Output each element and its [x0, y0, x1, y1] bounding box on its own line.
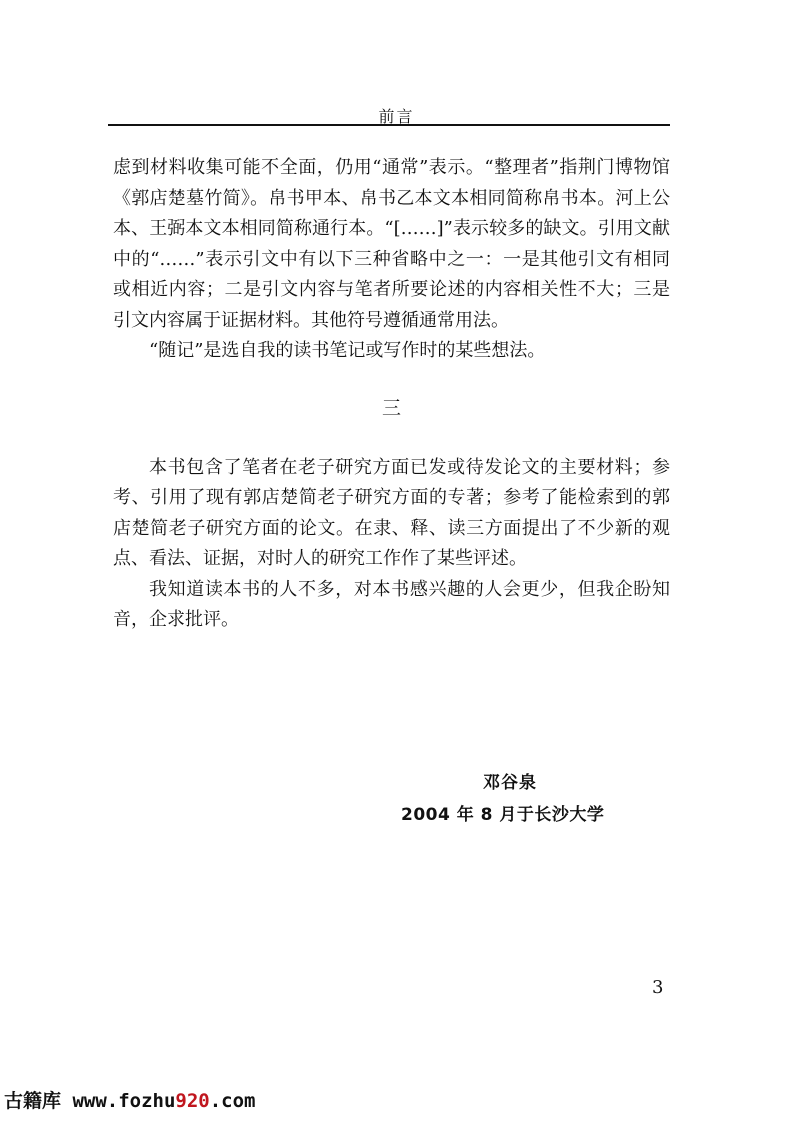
section-heading-three: 三	[381, 396, 401, 419]
date-place: 2004 年 8 月于长沙大学	[401, 805, 605, 825]
watermark-number: 920	[175, 1090, 210, 1112]
author-name: 邓谷泉	[483, 773, 537, 793]
paragraph-continued: 虑到材料收集可能不全面，仍用“通常”表示。“整理者”指荆门博物馆《郭店楚墓竹简》。帛书甲本、帛书乙本文本相同简称帛书本。河上公本、王弼本文本相同简称通行本。“[……]”表示较多的缺文。引用文献中的“……”表示引文中有以下三种省略中之一：一是其他引文有相同或相近内容；二是引文内容与笔者所要论述的内容相关性不大；三是引文内容属于证据材料。其他符号遵循通常用法。	[113, 157, 670, 331]
paragraph-closing: 我知道读本书的人不多，对本书感兴趣的人会更少，但我企盼知音，企求批评。	[113, 578, 670, 630]
header-rule	[108, 124, 670, 126]
page-number: 3	[652, 977, 664, 998]
site-watermark	[4, 1086, 255, 1113]
paragraph-book-contents: 本书包含了笔者在老子研究方面已发或待发论文的主要材料；参考、引用了现有郭店楚简老子研究方面的专著；参考了能检索到的郭店楚简老子研究方面的论文。在隶、释、读三方面提出了不少新的观点、看法、证据，对时人的研究工作作了某些评述。	[113, 456, 670, 569]
paragraph-suiji: “随记”是选自我的读书笔记或写作时的某些想法。	[149, 340, 546, 361]
body-text	[113, 153, 670, 636]
watermark-prefix: 古籍库 www.fozhu	[4, 1090, 176, 1112]
watermark-suffix: .com	[209, 1090, 256, 1112]
running-header-title: 前言	[378, 107, 415, 126]
